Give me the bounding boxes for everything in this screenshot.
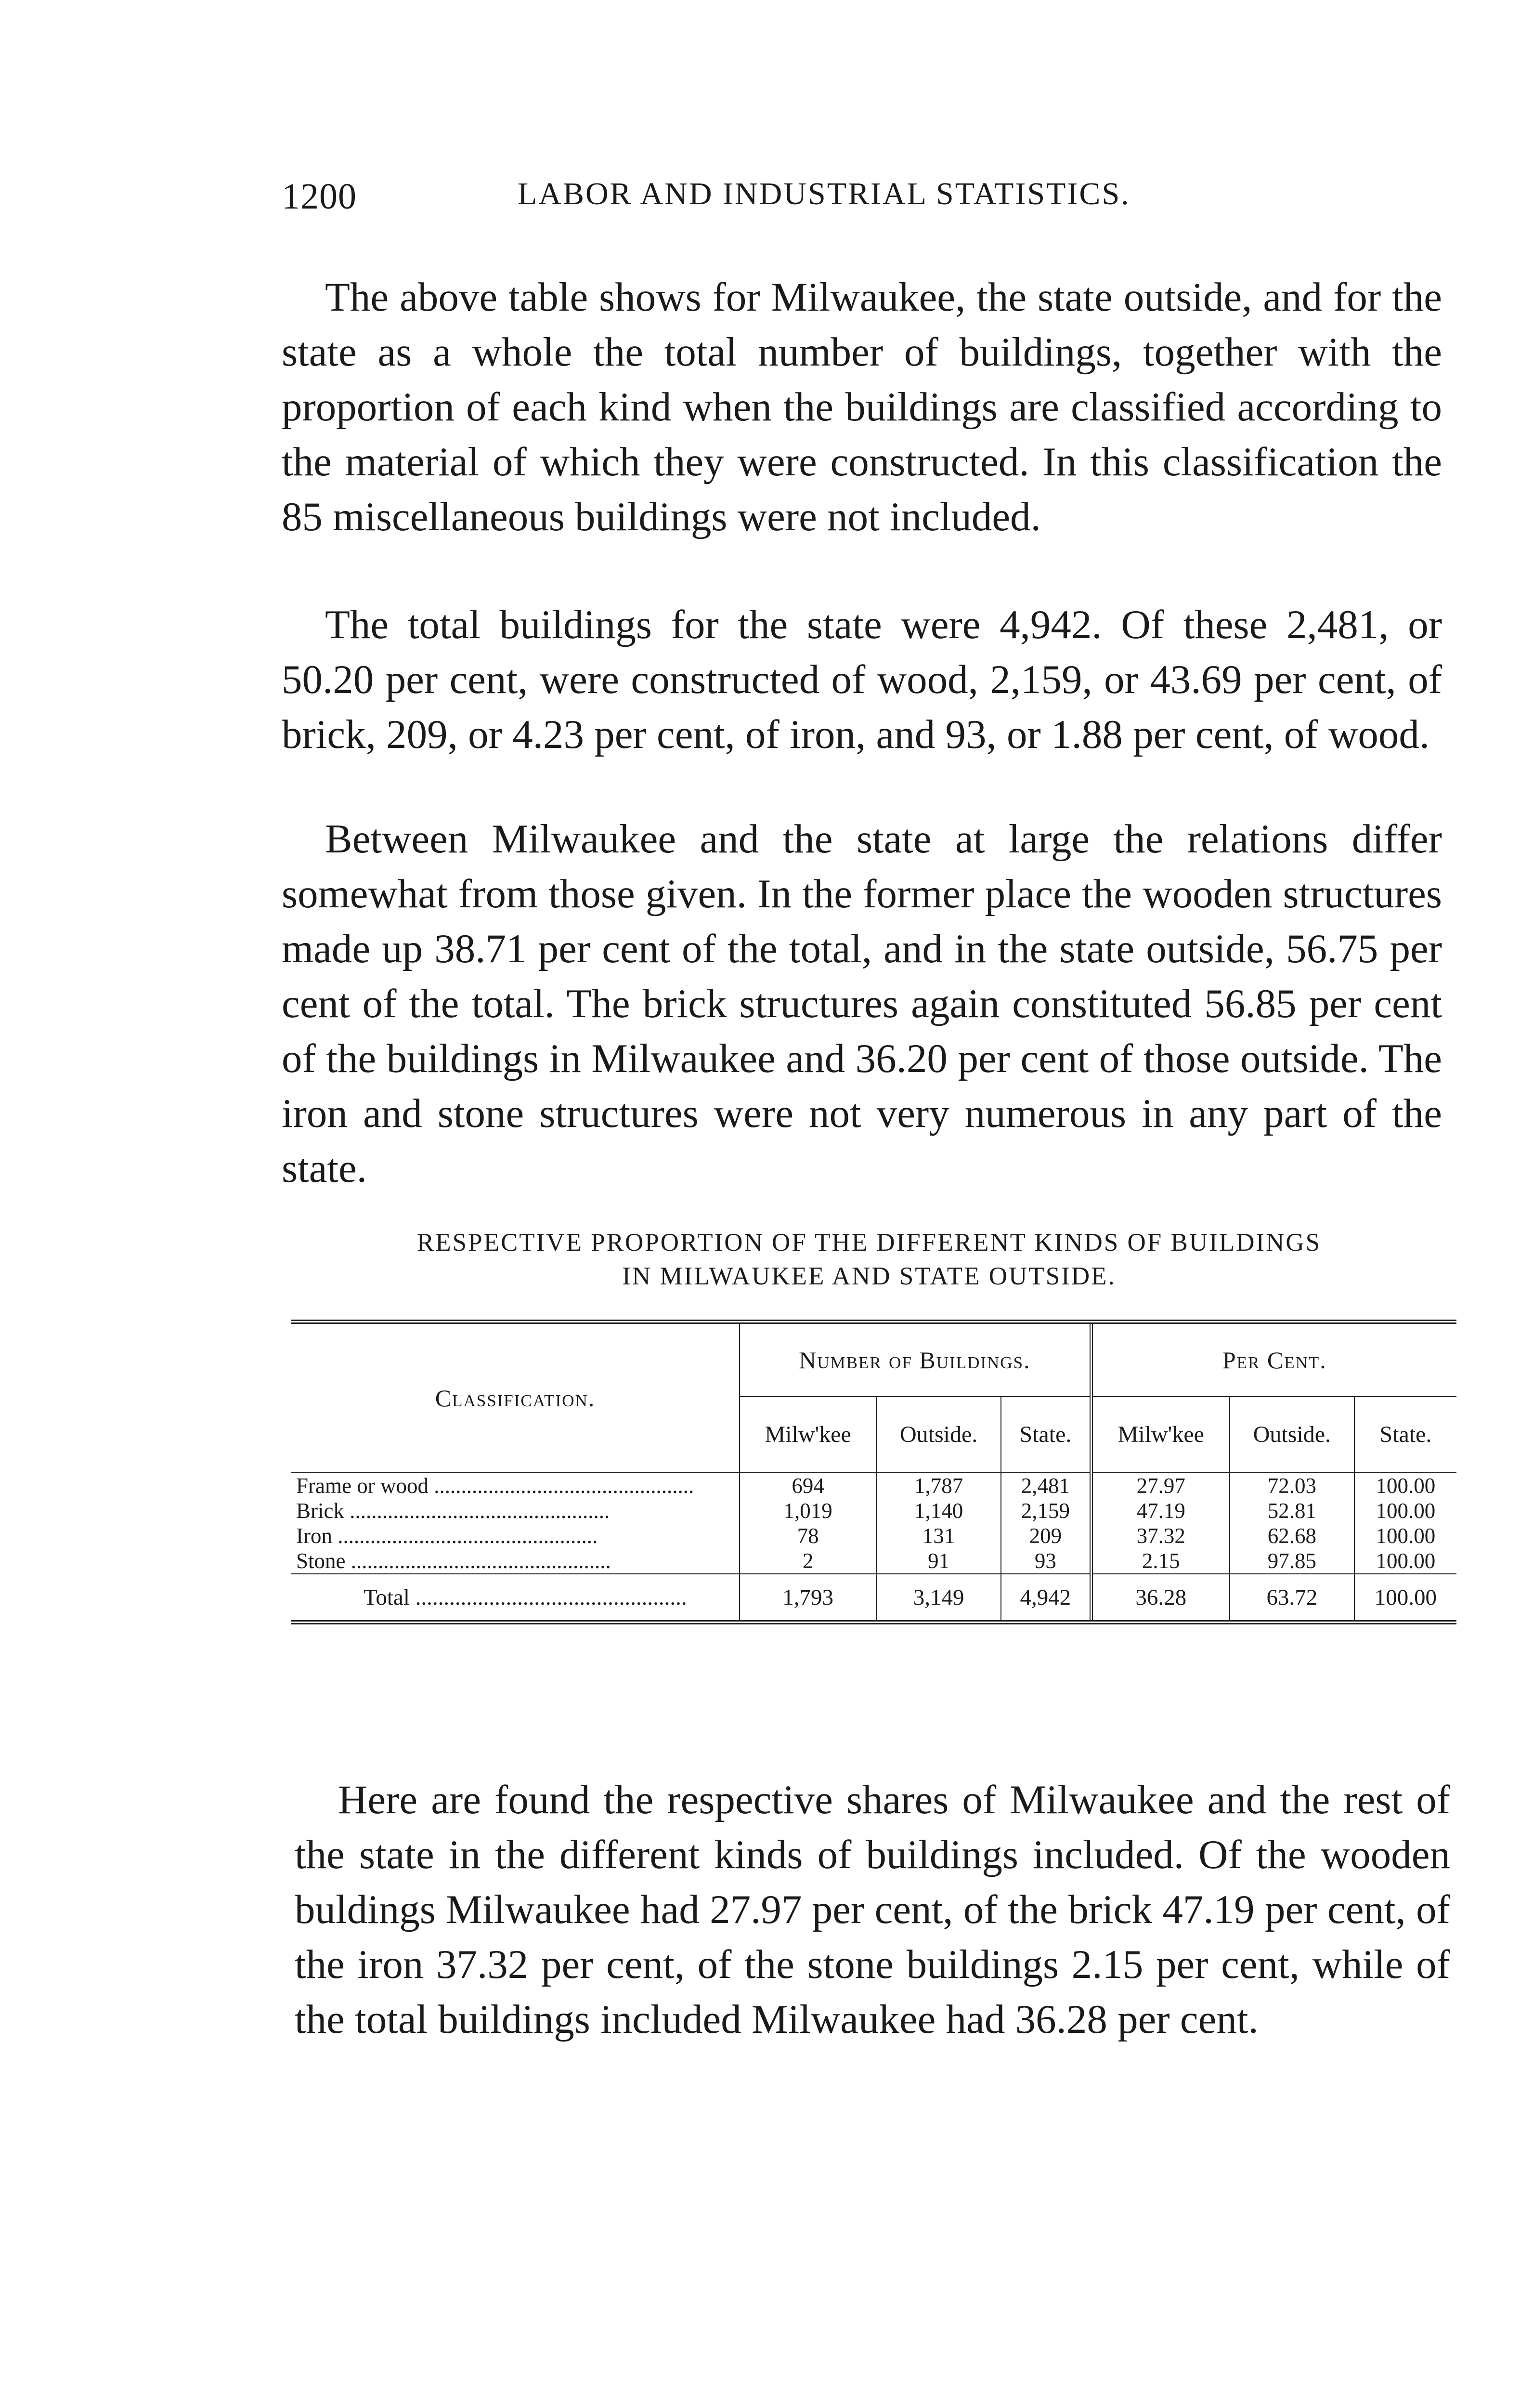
paragraph-comparison: Between Milwaukee and the state at large the relations differ somewhat from those given. In the former place the wooden structures made up 38.71 per cent of the total, and in the state outside, 56.75 per cent of the total. The brick structures again constituted 56.85 per cent of the buildings in Milwaukee and 36.20 per cent of those outside. The iron and stone structures were not very numerous in any part of the state. [282, 816, 1442, 1191]
cell-stone-number-milwaukee: 2 [802, 1549, 814, 1573]
cell-brick-percent-state: 100.00 [1376, 1499, 1436, 1523]
total-percent-state: 100.00 [1354, 1574, 1456, 1623]
col-percent-state: State. [1354, 1397, 1456, 1473]
running-title: LABOR AND INDUSTRIAL STATISTICS. [518, 176, 1130, 211]
cell-brick-number-state: 2,159 [1021, 1499, 1070, 1523]
cell-iron-number-outside: 131 [922, 1524, 955, 1548]
total-number-outside: 3,149 [876, 1574, 1001, 1623]
per-cent-header: Per Cent. [1091, 1322, 1456, 1397]
total-percent-outside: 63.72 [1230, 1574, 1354, 1623]
row-label-iron: Iron ..... [296, 1523, 734, 1548]
cell-stone-number-state: 93 [1034, 1549, 1056, 1573]
col-number-milwaukee: Milw'kee [740, 1397, 876, 1473]
total-percent-milwaukee: 36.28 [1091, 1574, 1230, 1623]
cell-brick-number-milwaukee: 1,019 [783, 1499, 832, 1523]
cell-brick-percent-milwaukee: 47.19 [1136, 1499, 1185, 1523]
cell-stone-percent-milwaukee: 2.15 [1142, 1549, 1180, 1573]
cell-stone-percent-outside: 97.85 [1267, 1549, 1316, 1573]
total-label-cell [291, 1574, 740, 1623]
col-percent-milwaukee: Milw'kee [1091, 1397, 1230, 1473]
cell-brick-number-outside: 1,140 [914, 1499, 963, 1523]
total-number-milwaukee: 1,793 [740, 1574, 876, 1623]
cell-iron-percent-milwaukee: 37.32 [1136, 1524, 1185, 1548]
row-label-brick: Brick ..... [296, 1498, 734, 1523]
total-label: Total ..... [364, 1584, 734, 1610]
total-number-state: 4,942 [1001, 1574, 1091, 1623]
col-values-percent-outside [1230, 1473, 1354, 1574]
cell-iron-number-state: 209 [1029, 1524, 1062, 1548]
cell-stone-percent-state: 100.00 [1376, 1549, 1436, 1573]
col-values-percent-state [1354, 1473, 1456, 1574]
row-labels [291, 1473, 740, 1574]
col-values-percent-milwaukee [1091, 1473, 1230, 1574]
cell-frame-number-milwaukee: 694 [792, 1474, 824, 1498]
paragraph-intro: The above table shows for Milwaukee, the state outside, and for the state as a whole the total number of buildings, together with the proportion of each kind when the buildings are classified according to the material of which they were constructed. In this classification the 85 miscellaneous buildings were not included. [282, 275, 1442, 539]
buildings-table [291, 1320, 1456, 1624]
col-values-number-state [1001, 1473, 1091, 1574]
table-title [291, 1226, 1447, 1293]
col-values-number-milwaukee [740, 1473, 876, 1574]
paragraph-shares: Here are found the respective shares of Milwaukee and the rest of the state in the different kinds of buildings included. Of the wooden buldings Milwaukee had 27.97 per cent, of the brick 47.19 per cent, of the iron 37.32 per cent, of the stone buildings 2.15 per cent, while of the total buildings included Milwaukee had 36.28 per cent. [295, 1777, 1450, 2042]
number-of-buildings-header: Number of Buildings. [740, 1322, 1091, 1397]
col-number-state: State. [1001, 1397, 1091, 1473]
table-total-row [291, 1574, 1456, 1623]
classification-header: Classification. [435, 1384, 596, 1412]
row-label-stone: Stone ..... [296, 1548, 734, 1573]
table-group-header-row [291, 1322, 1456, 1397]
cell-iron-percent-state: 100.00 [1376, 1524, 1436, 1548]
cell-frame-number-outside: 1,787 [914, 1474, 963, 1498]
cell-iron-number-milwaukee: 78 [797, 1524, 819, 1548]
col-percent-outside: Outside. [1230, 1397, 1354, 1473]
table-body-block [291, 1473, 1456, 1574]
table-title-line-1: RESPECTIVE PROPORTION OF THE DIFFERENT KINDS OF BUILDINGS [416, 1229, 1322, 1256]
cell-frame-number-state: 2,481 [1021, 1474, 1070, 1498]
cell-frame-percent-milwaukee: 27.97 [1136, 1474, 1185, 1498]
col-values-number-outside [876, 1473, 1001, 1574]
table-title-line-2: IN MILWAUKEE AND STATE OUTSIDE. [622, 1262, 1116, 1290]
row-label-frame: Frame or wood ..... [296, 1473, 734, 1498]
cell-iron-percent-outside: 62.68 [1267, 1524, 1316, 1548]
paragraph-totals: The total buildings for the state were 4,942. Of these 2,481, or 50.20 per cent, were constructed of wood, 2,159, or 43.69 per cent, of brick, 209, or 4.23 per cent, of iron, and 93, or 1.88 per cent, of wood. [282, 602, 1442, 757]
cell-frame-percent-state: 100.00 [1376, 1474, 1436, 1498]
cell-frame-percent-outside: 72.03 [1267, 1474, 1316, 1498]
col-number-outside: Outside. [876, 1397, 1001, 1473]
cell-brick-percent-outside: 52.81 [1267, 1499, 1316, 1523]
page-number: 1200 [282, 176, 357, 217]
cell-stone-number-outside: 91 [928, 1549, 950, 1573]
